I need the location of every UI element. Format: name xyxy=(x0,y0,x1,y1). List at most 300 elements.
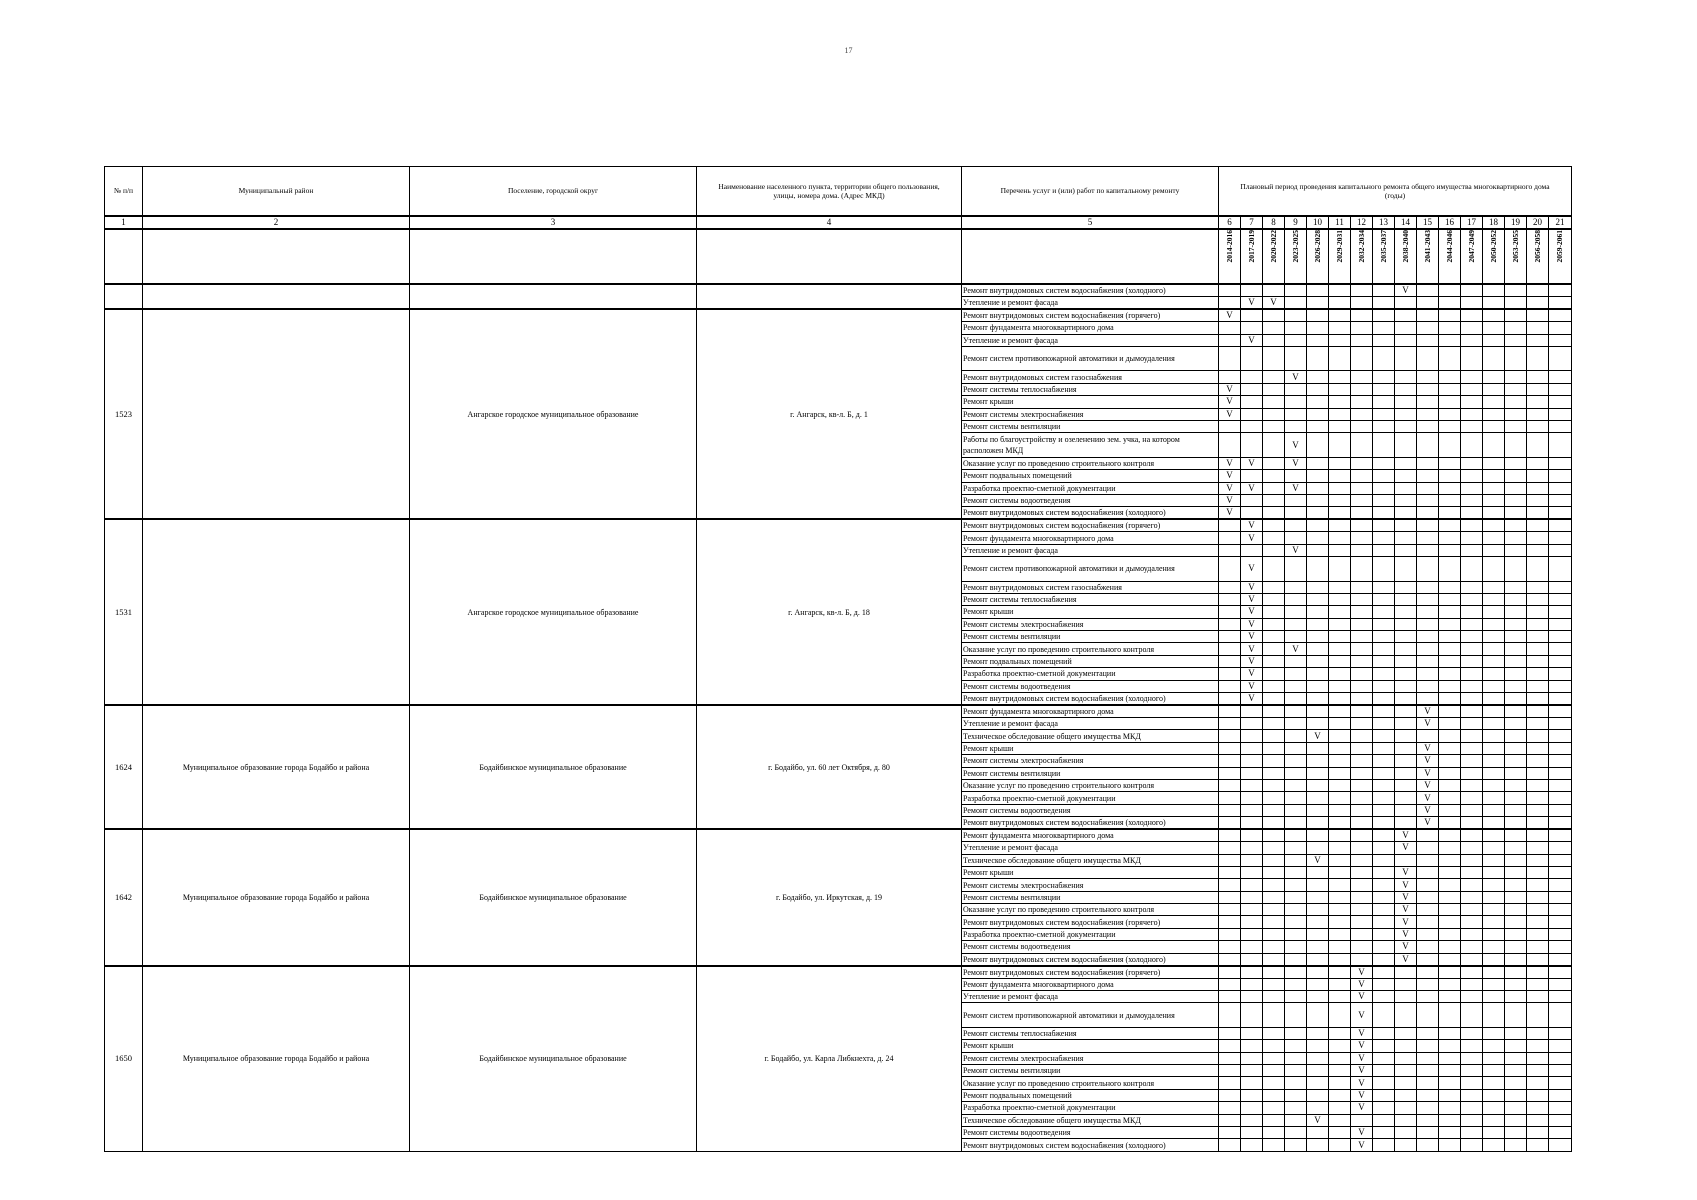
period-cell xyxy=(1439,705,1461,718)
period-cell xyxy=(1263,718,1285,730)
period-cell xyxy=(1373,494,1395,506)
period-cell xyxy=(1395,334,1417,346)
period-cell xyxy=(1439,767,1461,779)
period-cell xyxy=(1285,606,1307,618)
column-number-row xyxy=(105,216,1572,229)
work-item: Утепление и ремонт фасада xyxy=(962,991,1219,1003)
period-cell xyxy=(1549,631,1572,643)
period-cell xyxy=(1505,742,1527,754)
column-number: 1 xyxy=(105,216,143,229)
period-cell xyxy=(1483,643,1505,655)
work-item: Оказание услуг по проведению строительного контроля xyxy=(962,643,1219,655)
period-cell xyxy=(1439,755,1461,767)
period-cell xyxy=(1219,1040,1241,1052)
period-cell xyxy=(1483,978,1505,990)
period-cell xyxy=(1329,1089,1351,1101)
period-cell xyxy=(1241,371,1263,383)
period-cell xyxy=(1329,966,1351,979)
column-number: 6 xyxy=(1219,216,1241,229)
period-cell xyxy=(1461,420,1483,432)
page-number: 17 xyxy=(844,46,853,55)
period-cell xyxy=(1417,730,1439,742)
period-cell xyxy=(1263,804,1285,816)
column-number: 4 xyxy=(697,216,962,229)
period-cell xyxy=(1417,680,1439,692)
period-cell xyxy=(1351,229,1373,284)
period-cell xyxy=(1527,718,1549,730)
period-cell xyxy=(1219,284,1241,297)
period-cell xyxy=(1285,1040,1307,1052)
period-mark: V xyxy=(1219,482,1241,494)
period-cell xyxy=(1351,891,1373,903)
period-cell xyxy=(1329,693,1351,706)
period-cell xyxy=(1263,904,1285,916)
period-label: 2059-2061 xyxy=(1555,230,1565,263)
period-cell xyxy=(1439,420,1461,432)
period-mark: V xyxy=(1351,966,1373,979)
period-cell xyxy=(1263,229,1285,284)
period-cell xyxy=(1329,928,1351,940)
period-cell xyxy=(1307,817,1329,830)
period-cell xyxy=(1285,1114,1307,1126)
settlement: Бодайбинское муниципальное образование xyxy=(410,829,697,966)
period-cell xyxy=(1285,904,1307,916)
period-mark: V xyxy=(1241,606,1263,618)
period-cell xyxy=(1351,433,1373,457)
work-item: Техническое обследование общего имущества МКД xyxy=(962,730,1219,742)
work-item: Ремонт системы электроснабжения xyxy=(962,1052,1219,1064)
period-cell xyxy=(1439,1114,1461,1126)
period-cell xyxy=(1461,322,1483,334)
period-mark: V xyxy=(1219,507,1241,520)
period-cell xyxy=(1373,297,1395,310)
period-cell xyxy=(1417,457,1439,469)
period-cell xyxy=(1329,1126,1351,1138)
period-cell xyxy=(1351,643,1373,655)
period-cell xyxy=(1483,519,1505,532)
work-item: Ремонт системы теплоснабжения xyxy=(962,383,1219,395)
period-cell xyxy=(1461,396,1483,408)
period-cell xyxy=(1461,742,1483,754)
period-cell xyxy=(1461,842,1483,854)
period-mark: V xyxy=(1351,1139,1373,1151)
period-cell xyxy=(1285,408,1307,420)
period-cell xyxy=(1417,916,1439,928)
period-cell xyxy=(1439,680,1461,692)
period-cell xyxy=(1505,284,1527,297)
period-cell xyxy=(1549,581,1572,593)
period-cell xyxy=(1439,371,1461,383)
work-item: Ремонт системы водоотведения xyxy=(962,941,1219,953)
period-cell xyxy=(1417,229,1439,284)
period-cell xyxy=(1329,767,1351,779)
period-mark: V xyxy=(1241,643,1263,655)
period-cell xyxy=(1439,978,1461,990)
period-cell xyxy=(1285,347,1307,371)
period-cell xyxy=(1263,916,1285,928)
period-cell xyxy=(1527,631,1549,643)
period-cell xyxy=(1439,408,1461,420)
period-cell xyxy=(1219,1114,1241,1126)
period-cell xyxy=(1263,284,1285,297)
period-cell xyxy=(1417,396,1439,408)
work-item: Ремонт систем противопожарной автоматики и дымоудаления xyxy=(962,557,1219,581)
work-item: Разработка проектно-сметной документации xyxy=(962,668,1219,680)
period-cell xyxy=(1373,854,1395,866)
period-cell xyxy=(1505,433,1527,457)
period-cell xyxy=(1439,1003,1461,1027)
period-cell xyxy=(1483,854,1505,866)
period-cell xyxy=(1439,494,1461,506)
period-cell xyxy=(1263,581,1285,593)
period-cell xyxy=(1527,904,1549,916)
period-cell xyxy=(1307,482,1329,494)
period-mark: V xyxy=(1241,680,1263,692)
period-cell xyxy=(1505,408,1527,420)
period-cell xyxy=(1527,1065,1549,1077)
period-cell xyxy=(1351,618,1373,630)
period-cell xyxy=(1549,557,1572,581)
period-cell xyxy=(1505,322,1527,334)
period-cell xyxy=(1351,953,1373,966)
period-cell xyxy=(1285,581,1307,593)
period-cell xyxy=(1219,643,1241,655)
period-mark: V xyxy=(1417,705,1439,718)
period-mark: V xyxy=(1241,557,1263,581)
period-cell xyxy=(1351,693,1373,706)
period-cell xyxy=(1527,891,1549,903)
period-mark: V xyxy=(1241,334,1263,346)
period-cell xyxy=(1219,705,1241,718)
period-cell xyxy=(1307,742,1329,754)
period-cell xyxy=(1439,433,1461,457)
period-cell xyxy=(1219,718,1241,730)
period-cell xyxy=(1461,879,1483,891)
period-cell xyxy=(1439,322,1461,334)
period-cell xyxy=(1351,457,1373,469)
period-cell xyxy=(1307,470,1329,482)
period-cell xyxy=(1263,705,1285,718)
period-cell xyxy=(1241,928,1263,940)
work-item: Ремонт подвальных помещений xyxy=(962,470,1219,482)
period-cell xyxy=(1263,519,1285,532)
period-cell xyxy=(1373,1027,1395,1039)
period-cell xyxy=(1439,829,1461,842)
period-cell xyxy=(1307,309,1329,322)
period-cell xyxy=(1351,730,1373,742)
period-cell xyxy=(1439,1077,1461,1089)
work-item: Ремонт внутридомовых систем водоснабжения (горячего) xyxy=(962,519,1219,532)
period-cell xyxy=(1483,829,1505,842)
period-cell xyxy=(1549,767,1572,779)
period-cell xyxy=(1417,1114,1439,1126)
period-cell xyxy=(1307,755,1329,767)
period-cell xyxy=(1351,581,1373,593)
period-cell xyxy=(1307,891,1329,903)
period-cell xyxy=(1439,1040,1461,1052)
period-cell xyxy=(1417,668,1439,680)
period-mark: V xyxy=(1307,1114,1329,1126)
period-cell xyxy=(1285,519,1307,532)
period-cell xyxy=(1263,371,1285,383)
period-cell xyxy=(1417,631,1439,643)
period-cell xyxy=(1549,730,1572,742)
period-mark: V xyxy=(1241,631,1263,643)
period-cell xyxy=(1263,1027,1285,1039)
period-cell xyxy=(1307,804,1329,816)
period-cell xyxy=(1505,1040,1527,1052)
period-cell xyxy=(1461,779,1483,791)
period-cell xyxy=(1329,457,1351,469)
period-cell xyxy=(1241,1102,1263,1114)
row-number xyxy=(105,284,143,309)
period-cell xyxy=(1395,1102,1417,1114)
period-cell xyxy=(1505,693,1527,706)
period-cell xyxy=(1439,1126,1461,1138)
period-mark: V xyxy=(1417,742,1439,754)
period-cell xyxy=(1439,730,1461,742)
period-cell xyxy=(1263,420,1285,432)
period-cell xyxy=(1351,544,1373,556)
period-cell xyxy=(1241,755,1263,767)
period-cell xyxy=(1395,804,1417,816)
period-cell xyxy=(1527,371,1549,383)
period-cell xyxy=(1351,817,1373,830)
period-cell xyxy=(1351,829,1373,842)
period-cell xyxy=(1417,347,1439,371)
period-cell xyxy=(1439,693,1461,706)
period-cell xyxy=(1263,792,1285,804)
period-cell xyxy=(1483,1102,1505,1114)
period-cell xyxy=(1219,879,1241,891)
period-cell xyxy=(1219,767,1241,779)
period-cell xyxy=(1549,1126,1572,1138)
period-cell xyxy=(1527,532,1549,544)
work-item: Ремонт системы электроснабжения xyxy=(962,408,1219,420)
period-cell xyxy=(1307,829,1329,842)
period-cell xyxy=(1329,891,1351,903)
period-cell xyxy=(1483,420,1505,432)
period-cell xyxy=(1527,593,1549,605)
period-cell xyxy=(1241,978,1263,990)
period-cell xyxy=(1527,854,1549,866)
period-label: 2023-2025 xyxy=(1290,230,1300,263)
period-mark: V xyxy=(1219,383,1241,395)
period-cell xyxy=(1417,941,1439,953)
period-cell xyxy=(1329,297,1351,310)
period-cell xyxy=(1527,322,1549,334)
period-cell xyxy=(1439,593,1461,605)
period-mark: V xyxy=(1285,643,1307,655)
period-cell xyxy=(1219,1065,1241,1077)
period-cell xyxy=(1329,507,1351,520)
period-cell xyxy=(1373,606,1395,618)
work-item: Утепление и ремонт фасада xyxy=(962,334,1219,346)
period-cell xyxy=(1351,655,1373,667)
work-item: Ремонт внутридомовых систем водоснабжения (холодного) xyxy=(962,817,1219,830)
period-cell xyxy=(1417,519,1439,532)
period-cell xyxy=(1329,978,1351,990)
period-cell xyxy=(1285,916,1307,928)
period-cell xyxy=(1483,297,1505,310)
period-cell xyxy=(1329,482,1351,494)
period-cell xyxy=(1439,581,1461,593)
work-item: Утепление и ремонт фасада xyxy=(962,544,1219,556)
period-cell xyxy=(1373,519,1395,532)
period-cell xyxy=(1461,557,1483,581)
period-cell xyxy=(1549,779,1572,791)
period-cell xyxy=(1329,347,1351,371)
period-cell xyxy=(1263,755,1285,767)
period-cell xyxy=(1395,643,1417,655)
work-item: Утепление и ремонт фасада xyxy=(962,718,1219,730)
period-cell xyxy=(1307,879,1329,891)
period-cell xyxy=(1351,519,1373,532)
period-cell xyxy=(1263,693,1285,706)
period-cell xyxy=(1395,433,1417,457)
period-cell xyxy=(1505,494,1527,506)
period-cell xyxy=(1395,1089,1417,1101)
period-cell xyxy=(1505,779,1527,791)
period-cell xyxy=(1395,1126,1417,1138)
period-cell xyxy=(1307,767,1329,779)
period-cell xyxy=(1307,631,1329,643)
period-label: 2038-2040 xyxy=(1400,230,1410,263)
period-cell xyxy=(1285,978,1307,990)
period-cell xyxy=(1285,966,1307,979)
period-cell xyxy=(1373,718,1395,730)
period-cell xyxy=(1483,742,1505,754)
period-cell xyxy=(1307,718,1329,730)
period-cell xyxy=(1549,842,1572,854)
period-cell xyxy=(1461,643,1483,655)
period-cell xyxy=(1307,618,1329,630)
period-cell xyxy=(1373,532,1395,544)
period-cell xyxy=(1483,953,1505,966)
period-cell xyxy=(1395,1139,1417,1151)
period-cell xyxy=(1461,408,1483,420)
period-cell xyxy=(1417,532,1439,544)
period-cell xyxy=(1527,544,1549,556)
period-cell xyxy=(1351,347,1373,371)
period-cell xyxy=(1263,730,1285,742)
period-cell xyxy=(1329,916,1351,928)
header-col-period: Плановый период проведения капитального ремонта общего имущества многоквартирного дома (годы) xyxy=(1219,167,1572,217)
period-cell xyxy=(1395,631,1417,643)
period-cell xyxy=(1483,792,1505,804)
work-item: Ремонт внутридомовых систем водоснабжения (горячего) xyxy=(962,966,1219,979)
period-cell xyxy=(1395,978,1417,990)
period-cell xyxy=(1417,693,1439,706)
period-cell xyxy=(1527,618,1549,630)
period-cell xyxy=(1505,854,1527,866)
period-cell xyxy=(1417,322,1439,334)
period-cell xyxy=(1285,842,1307,854)
row-number: 1624 xyxy=(105,705,143,829)
period-cell xyxy=(1483,1077,1505,1089)
period-cell xyxy=(1439,396,1461,408)
period-cell xyxy=(1285,779,1307,791)
period-cell xyxy=(1285,396,1307,408)
period-cell xyxy=(1505,557,1527,581)
period-cell xyxy=(1307,347,1329,371)
period-cell xyxy=(1505,618,1527,630)
period-cell xyxy=(1263,396,1285,408)
period-cell xyxy=(1329,705,1351,718)
period-cell xyxy=(1483,1052,1505,1064)
period-cell xyxy=(1505,941,1527,953)
period-cell xyxy=(1285,792,1307,804)
period-cell xyxy=(1241,1027,1263,1039)
period-cell xyxy=(1241,866,1263,878)
period-cell xyxy=(1439,1089,1461,1101)
period-cell xyxy=(1527,229,1549,284)
period-cell xyxy=(1527,953,1549,966)
period-cell xyxy=(1373,928,1395,940)
period-cell xyxy=(1219,866,1241,878)
period-cell xyxy=(1461,904,1483,916)
period-cell xyxy=(1549,433,1572,457)
period-cell xyxy=(1285,1077,1307,1089)
period-cell xyxy=(1263,854,1285,866)
period-cell xyxy=(1395,420,1417,432)
period-cell xyxy=(1461,693,1483,706)
period-cell xyxy=(1527,1077,1549,1089)
period-cell xyxy=(1241,1040,1263,1052)
row-number: 1531 xyxy=(105,519,143,705)
period-cell xyxy=(1461,482,1483,494)
period-cell xyxy=(1351,494,1373,506)
municipal-district xyxy=(143,519,410,705)
period-cell xyxy=(1329,854,1351,866)
period-cell xyxy=(1505,334,1527,346)
period-cell xyxy=(1395,408,1417,420)
period-cell xyxy=(1483,941,1505,953)
period-mark: V xyxy=(1351,1052,1373,1064)
period-cell xyxy=(1329,1102,1351,1114)
period-cell xyxy=(1417,284,1439,297)
period-cell xyxy=(1439,284,1461,297)
period-cell xyxy=(1527,966,1549,979)
capital-repair-table xyxy=(104,166,1572,1152)
period-cell xyxy=(1373,433,1395,457)
period-cell xyxy=(1219,904,1241,916)
period-cell xyxy=(1241,842,1263,854)
period-cell xyxy=(1483,755,1505,767)
period-cell xyxy=(1307,779,1329,791)
period-cell xyxy=(1527,941,1549,953)
period-cell xyxy=(1263,1052,1285,1064)
work-item: Техническое обследование общего имущества МКД xyxy=(962,854,1219,866)
period-cell xyxy=(1329,792,1351,804)
period-cell xyxy=(1307,1065,1329,1077)
period-cell xyxy=(1417,1003,1439,1027)
period-cell xyxy=(1461,916,1483,928)
period-cell xyxy=(1483,916,1505,928)
house-address xyxy=(697,284,962,309)
period-cell xyxy=(1527,804,1549,816)
period-cell xyxy=(1527,1114,1549,1126)
period-cell xyxy=(1285,718,1307,730)
column-number: 2 xyxy=(143,216,410,229)
period-mark: V xyxy=(1241,532,1263,544)
period-cell xyxy=(1241,383,1263,395)
period-cell xyxy=(1483,879,1505,891)
period-cell xyxy=(1417,371,1439,383)
period-cell xyxy=(1549,829,1572,842)
period-cell xyxy=(1307,1077,1329,1089)
period-cell xyxy=(1527,347,1549,371)
